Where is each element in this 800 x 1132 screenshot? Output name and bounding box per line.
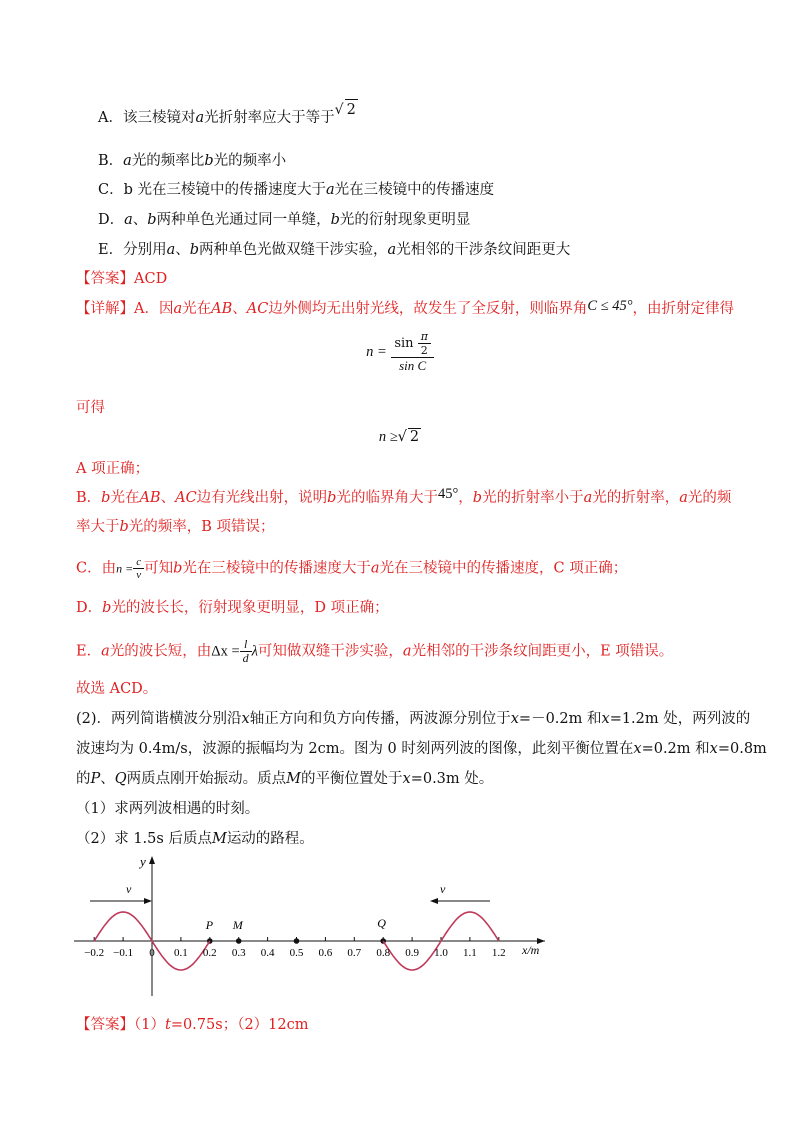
text: 波速均为 0.4m/s，波源的振幅均为 2cm。图为 0 时刻两列波的图像，此刻平衡位置在 [76,741,634,757]
var: x [510,711,519,727]
denominator: v [136,569,142,581]
v-label-left: v [126,882,132,896]
answer-value: ACD [134,271,168,287]
text: =0.3m 处。 [410,771,494,787]
var: AB [211,301,233,317]
point-p-label: P [205,918,214,932]
point-m-label: M [232,918,243,932]
answer-label: 【答案】 [76,1017,134,1033]
text: 光的折射率小于 [482,490,584,506]
text: B． [76,490,102,506]
numerator [391,330,434,358]
y-axis-label: y [140,854,146,869]
text: C．b 光在三棱镜中的传播速度大于 [98,182,326,198]
text: 光相邻的干涉条纹间距更小，E 项错误。 [411,643,674,660]
var: Q [114,771,127,787]
text: B． [98,153,124,169]
text: 光的临界角大于 [336,490,438,506]
option-c [98,180,494,200]
tick-label: 1.2 [491,947,506,959]
text: 光折射率应大于等于 [204,110,335,126]
math: 45° [437,486,459,502]
text: 光的折射率， [592,490,680,506]
sqrt-sign: √ [397,429,407,445]
var: AC [175,490,197,506]
wave-figure [60,850,560,1000]
numerator: l [240,638,252,652]
text: 、 [160,490,176,506]
tick-label: 0.7 [347,947,362,959]
fraction [240,638,252,665]
text: A．因 [134,301,174,317]
var: a [173,301,183,317]
tick-label: 0.6 [318,947,333,959]
tick-label: 0.3 [231,947,246,959]
sqrt-value: 2 [409,429,420,445]
text: 边有光线出射，说明 [196,490,328,506]
text: =－0.2m 和 [518,711,602,727]
text: 可知做双缝干涉实验， [257,643,403,660]
option-a [98,102,358,128]
var: AB [139,490,161,506]
text: =0.75s；（2）12cm [170,1017,309,1033]
var: b [472,490,483,506]
var: P [90,771,101,787]
text: 的平衡位置处于 [301,771,403,787]
detail-b-line1 [76,488,731,508]
point-q-label: Q [377,916,386,930]
tick-label: 0.9 [405,947,419,959]
var: a [370,560,380,577]
text: 光在 [110,490,140,506]
text: =1.2m 处，两列波的 [609,711,751,727]
text: 的 [76,771,91,787]
var: a [124,212,133,228]
numerator: π [418,330,431,344]
text: 、 [100,771,115,787]
text: (2)．两列简谐横波分别沿 [76,711,242,727]
text: E．分别用 [98,242,167,258]
var: x [402,771,411,787]
var: a [402,643,412,660]
var: a [123,153,132,169]
math: Δx = [211,643,240,660]
v-arrowhead-right [430,898,438,904]
text: 两种单色光通过同一单缝， [156,212,331,228]
tick-label: 1.0 [434,947,448,959]
question-2 [76,829,314,849]
answer-1 [76,269,167,289]
math: λ [251,643,258,660]
text: 光的频率小 [213,153,287,169]
text: C．由 [76,560,117,577]
text: 、 [232,301,247,317]
axes [74,856,545,996]
text: （2）求 1.5s 后质点 [76,831,212,847]
var: t [164,1017,171,1033]
math: n = [366,344,387,360]
option-b [98,151,286,171]
var: b [327,490,337,506]
v-arrowhead-left [144,898,152,904]
text: 光的频 [687,490,732,506]
text: =0.2m 和 [641,741,710,757]
tick-label: 0.1 [174,947,188,959]
kede-text: 可得 [76,400,105,416]
text: （1） [134,1017,165,1033]
text: 率大于 [76,519,120,535]
text: 光相邻的干涉条纹间距更大 [396,242,571,258]
text: 光的频率，B 项错误； [128,519,275,535]
text: 边外侧均无出射光线，故发生了全反射，则临界角 [268,301,588,317]
text: D． [76,600,103,616]
text: E． [76,643,102,660]
x-axis-label: x/m [522,943,540,957]
text: 、 [132,212,148,228]
var: b [147,212,157,228]
question-1: （1）求两列波相遇的时刻。 [76,801,260,817]
problem2-line2 [76,739,767,759]
text: 光在 [182,301,212,317]
point-dot [236,938,242,944]
var: x [601,711,610,727]
denominator: 2 [420,344,428,357]
var: a [166,242,176,258]
text: 、 [175,242,190,258]
detail-a-ok: A 项正确； [76,461,150,477]
denominator: sin C [399,358,427,373]
text: 轴正方向和负方向传播，两波源分别位于 [249,711,511,727]
tick-label: 0.4 [260,947,275,959]
var: a [583,490,593,506]
var: a [387,242,397,258]
detail-c-line [76,556,627,581]
text: 光的波长短，由 [109,643,212,660]
text: 光的衍射现象更明显 [339,212,471,228]
var: M [211,831,227,847]
tick-label: 0.8 [376,947,391,959]
text: ，由折射定律得 [632,301,735,317]
equation-snell [340,330,460,374]
math: n ≥ [378,429,398,445]
tick-label: −0.1 [113,947,134,959]
problem2-line3 [76,769,493,789]
text: 光的波长长，衍射现象更明显，D 项正确； [111,600,389,616]
text: 光的频率比 [131,153,205,169]
detail-e-line [76,638,673,665]
tick-label: 0.5 [289,947,304,959]
text: 光在三棱镜中的传播速度 [334,182,495,198]
text: 运动的路程。 [226,831,314,847]
text: A．该三棱镜对 [98,110,196,126]
detail-label: 【详解】 [76,301,134,317]
text: 两质点刚开始振动。质点 [126,771,287,787]
text: 两种单色光做双缝干涉实验， [199,242,388,258]
v-label-right: v [440,882,446,896]
conclusion: 故选 ACD。 [76,681,158,697]
text: 光在三棱镜中的传播速度，C 项正确； [379,560,628,577]
tick-label: −0.2 [84,947,105,959]
tick-label: 1.1 [463,947,477,959]
text: =0.8m [717,741,767,757]
denominator: d [242,651,249,665]
problem2-line1 [76,709,750,729]
sqrt-sign: √ [334,102,344,118]
var: b [102,600,112,616]
math: n = [116,561,134,576]
var: a [325,182,335,198]
equation-n-ge [360,428,440,446]
text: 光在三棱镜中的传播速度大于 [182,560,371,577]
option-e [98,240,570,260]
var: x [241,711,250,727]
var: b [189,242,200,258]
var: b [173,560,183,577]
var: a [679,490,688,506]
point-dot [294,938,300,944]
sqrt-value: 2 [345,99,358,120]
var: b [101,490,111,506]
text: D． [98,212,125,228]
var: x [633,741,642,757]
fraction [133,556,144,581]
answer-2 [76,1015,308,1035]
math: C ≤ 45° [587,298,633,314]
var: M [286,771,302,787]
answer-label: 【答案】 [76,271,134,287]
var: b [204,153,214,169]
var: b [330,212,340,228]
text: ， [458,490,473,506]
detail-d-line [76,598,389,618]
text: 可知 [144,560,174,577]
var: AC [246,301,269,317]
var: b [119,519,129,535]
tick-label: 0.2 [202,947,217,959]
var: a [101,643,110,660]
numerator: c [133,556,144,569]
fraction [418,330,431,357]
fraction [391,330,434,374]
tick-label: 0 [149,947,155,959]
var: a [195,110,205,126]
option-d [98,210,470,230]
y-axis-arrow [149,856,155,864]
detail-b-line2 [76,517,275,537]
text: sin [394,336,414,351]
detail-a-line [76,299,734,319]
var: x [709,741,718,757]
